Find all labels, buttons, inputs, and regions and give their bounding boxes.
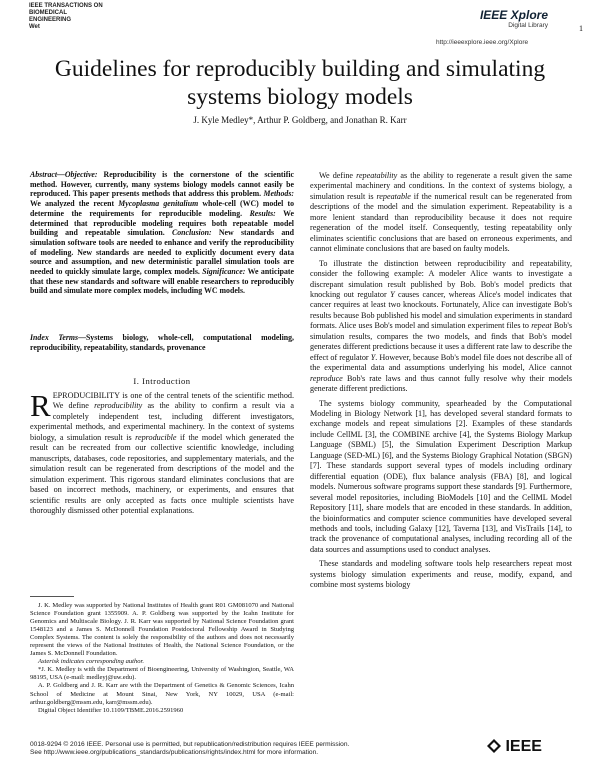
copyright-line: 0018-9294 © 2016 IEEE. Personal use is permitted, but republication/redistribution requires IEEE permission.: [30, 741, 350, 748]
results-label: Results:: [249, 208, 276, 218]
paper-title: [30, 55, 570, 111]
intro-text-a: EPRODUCIBILITY is one of the central tenets of the scientific method. We define: [52, 391, 294, 411]
journal-line: BIOMEDICAL: [29, 10, 67, 16]
abstract: [30, 170, 294, 296]
organism-name: Mycoplasma genitalium: [118, 199, 199, 209]
title-line-2: systems biology models: [187, 84, 413, 110]
term-repeat: repeat: [531, 321, 552, 331]
journal-line: IEEE TRANSACTIONS ON: [29, 3, 103, 9]
significance-label: Significance:: [202, 267, 246, 277]
variable-y: Y: [390, 289, 395, 299]
term-reproducibility: reproducibility: [94, 401, 143, 411]
para-text: causes cancer, whereas Alice's model indicates that cancer requires at least two knockouts. Fortunately, Alice can investigate Bob's results because Bob published his model and simulation experiments in standard formats. Alice uses Bob's model and simulation experiment files to: [310, 289, 573, 331]
methods-text-b: whole-cell (WC) model to determine the requirements for reproducible modeling.: [30, 199, 294, 218]
index-terms: Index Terms—Systems biology, whole-cell, computational modeling, reproducibility, repeatability, standards, provenance: [30, 333, 295, 352]
variable-y: Y: [370, 352, 376, 362]
authors: J. Kyle Medley*, Arthur P. Goldberg, and Jonathan R. Karr: [193, 115, 407, 125]
para-text: To illustrate the distinction between reproducibility and repeatability, consider the following example: A modeler Alice wants to investigate a discrepant simulation result published by Bob. Bob's model predicts that knocking out regulator: [310, 258, 572, 299]
term-reproducible: reproducible: [135, 432, 177, 442]
significance-text: We anticipate that these new standards and software will enable researchers to reproducibly build and simulate more complex models, including WC models.: [30, 267, 295, 296]
journal-masthead: [29, 3, 189, 31]
ieee-logo: [487, 738, 542, 756]
results-text: We determined that reproducible modeling requires both repeatable model building and repeatable simulation.: [30, 208, 294, 238]
footnote-funding: J. K. Medley was supported by National Institutes of Health grant R01 GM081070 and National Science Foundation grant 1355909. A. P. Goldberg was supported by the Icahn Institute for Genomics and Multiscale Biology. J. R. Karr was supported by National Science Foundation grant 1548123 and a James S. McDonnell Foundation Postdoctoral Fellowship Award in Studying Complex Systems. The content is solely the responsibility of the authors and does not necessarily represent the views of the National Institutes of Health, the National Science Foundation, or the James S. McDonnell Foundation.: [30, 602, 294, 658]
example-paragraph: [310, 259, 572, 395]
index-terms-text: Systems biology, whole-cell, computational modeling, reproducibility, repeatability, standards, provenance: [30, 333, 295, 352]
footnote-rule: [30, 596, 74, 597]
footnote-doi: Digital Object Identifier 10.1109/TBME.2016.2591960: [38, 706, 184, 714]
xplore-logo[interactable]: [480, 8, 548, 29]
para-text: . However, because Bob's model file does not describe all of the experimental data and assumptions underlying his model, Alice cannot: [310, 352, 573, 373]
conclusion-text: New standards and simulation software tools are needed to enhance and verify the reproducibility of modeling. New standards are needed to explicitly document every data source and assumption, and new deterministic parallel simulation tools are needed to quickly simulate large, complex models.: [30, 228, 294, 277]
rights-link[interactable]: See http://www.ieee.org/publications_standards/publications/rights/index.html for more information.: [30, 749, 319, 757]
intro-text-c: if the model which generated the result can be recreated from our collective scientific knowledge, including manuscripts, databases, code repositories, and supplementary materials, and the simulation result can be regenerated from descriptions of the model and the simulation experiment. This rigorous standard eliminates conclusions that are based on incorrect methods, machinery, or experiments, and ensures that scientific results are only accepted as facts once multiple scientists have thoroughly dismissed other potential explanations.: [30, 432, 295, 515]
xplore-sub: Digital Library: [508, 22, 548, 29]
drop-cap: R: [30, 388, 51, 423]
conclusion-label: Conclusion:: [171, 228, 212, 238]
methods-text-a: We analyzed the recent: [30, 199, 115, 209]
title-line-1: Guidelines for reproducibly building and simulating: [54, 56, 546, 82]
section-heading: I. Introduction: [133, 376, 191, 386]
xplore-brand: IEEE Xplore: [479, 8, 548, 22]
page-number: 1: [579, 24, 583, 33]
abstract-objective: Reproducibility is the cornerstone of the scientific method. However, currently, many systems biology models cannot easily be reproduced. This paper presents methods that address this problem.: [30, 170, 294, 199]
journal-line: Wet: [29, 24, 40, 30]
ieee-logo-text: IEEE: [505, 738, 542, 755]
right-column: [310, 171, 572, 595]
repeatability-paragraph: [310, 171, 572, 255]
intro-paragraph: [30, 388, 295, 516]
para-text: We define: [319, 171, 353, 180]
tools-paragraph: These standards and modeling software tools help researchers repeat most systems biology simulation experiments and reuse, modify, expand, and combine most systems biology: [310, 559, 572, 590]
para-text: as the ability to regenerate a result given the same experimental machinery and conditions. In the context of systems biology, a simulation result is: [310, 171, 572, 201]
journal-line: ENGINEERING: [29, 17, 72, 23]
copyright-notice: [30, 741, 490, 757]
term-repeatability: repeatability: [356, 171, 398, 180]
intro-text-b: as the ability to confirm a result via a completely independent test, including different investigators, experimental methods, and experimental machinery. In the context of systems biology, a simulation result is: [30, 401, 294, 442]
footnote-goldberg-karr: A. P. Goldberg and J. R. Karr are with the Department of Genetics & Genomic Sciences, Icahn School of Medicine at Mount Sinai, New York, NY 10029, USA (e-mail: arthur.goldberg@mssm.edu, karr@mssm.edu).: [30, 682, 294, 706]
term-reproduce: reproduce: [310, 373, 343, 383]
xplore-url[interactable]: http://ieeexplore.ieee.org/Xplore: [436, 39, 529, 46]
index-terms-label: Index Terms: [30, 333, 79, 342]
footnote-medley: *J. K. Medley is with the Department of Bioengineering, University of Washington, Seattle, WA 98195, USA (e-mail: medleyj@uw.edu).: [30, 666, 294, 682]
term-repeatable: repeatable: [376, 191, 411, 201]
para-text: Bob's simulation results, compares the two models, and finds that Bob's model generates different predictions because it uses a different rate law to describe the effect of regulator: [310, 321, 573, 362]
methods-label: Methods:: [263, 189, 294, 199]
para-text: if the numerical result can be regenerated from descriptions of the model and the simulation experiment. Repeatability is a more lenient standard than reproducibility because it does not require regeneration of the model itself. Consequently, testing repeatability only eliminates scientific conclusions that are based on erroneous experiments, and cannot eliminate conclusions that are based on faulty models.: [310, 191, 573, 254]
para-text: Bob's rate laws and thus cannot fully resolve why their models generate different predictions.: [310, 373, 572, 394]
footnote-asterisk: Asterisk indicates corresponding author.: [38, 658, 144, 666]
footnotes: [30, 602, 294, 715]
standards-paragraph: The systems biology community, spearheaded by the Computational Modeling in Biology Network [1], has developed several standard formats to exchange models and repeat simulations [2]. Examples of these standards include CellML [3], the COMBINE archive [4], the Systems Biology Markup Language (SBML) [5], the Simulation Experiment Description Markup Language (SED-ML) [6], and the Systems Biology Graphical Notation (SBGN) [7]. These standards support several types of models including ordinary differential equation (ODE), flux balance analysis (FBA) [8], and logical models. Numerous software programs support these standards [9]. Furthermore, several model repositories, including BioModels [10] and the CellML Model Repository [11], share models that are encoded in these standards. In addition, the bioinformatics and computer science communities have developed several methods and tools, including Galaxy [12], Taverna [13], and VisTrails [14], to track the provenance of computational analyses, including recording all of the data sources and assumptions used to conduct analyses.: [310, 398, 572, 554]
abstract-label: Abstract—Objective:: [30, 170, 98, 179]
ieee-diamond-icon: [487, 739, 501, 753]
